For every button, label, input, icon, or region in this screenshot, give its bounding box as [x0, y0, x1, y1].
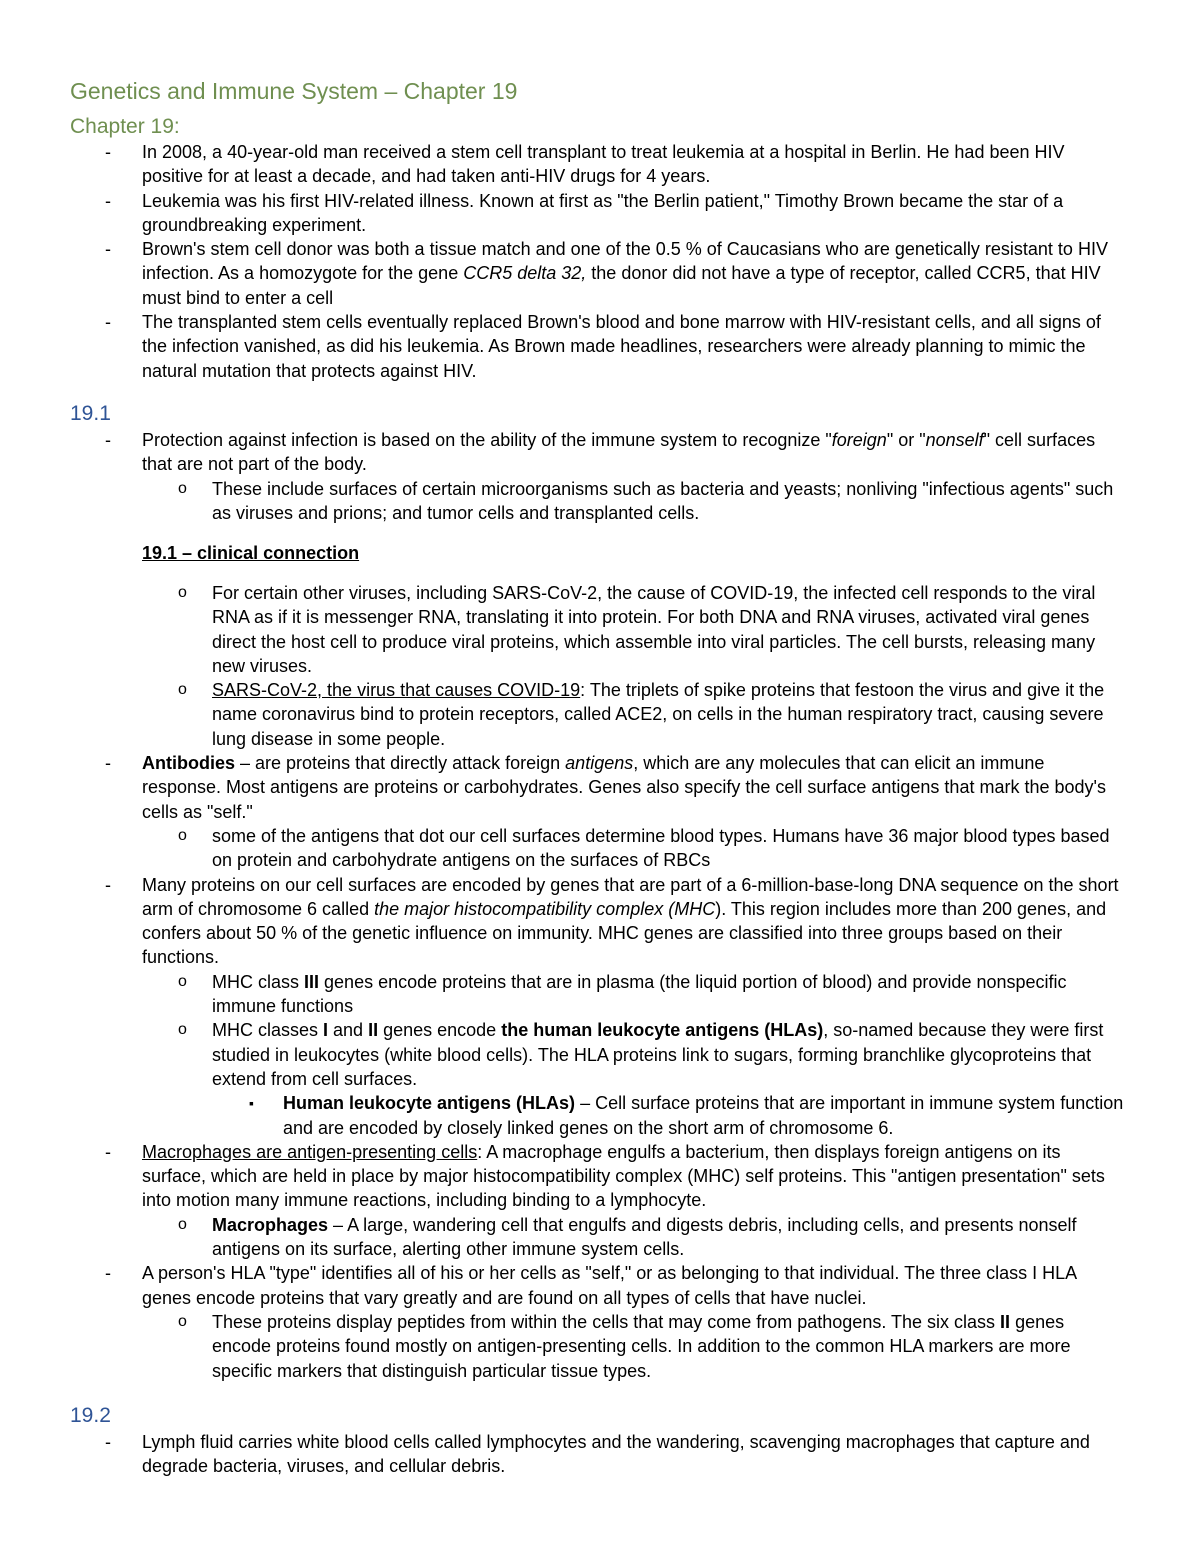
list-item: [0, 477, 1200, 526]
gene-name: CCR5 delta 32,: [463, 263, 587, 284]
list-item: [0, 189, 1200, 238]
term-hla: Human leukocyte antigens (HLAs): [283, 1093, 576, 1114]
term-foreign: foreign: [831, 430, 887, 450]
list-item-text: [142, 428, 1127, 477]
text-run: These proteins display peptides from within the cells that may come from pathogens. The six class: [212, 1311, 1001, 1332]
list-item-text: [142, 873, 1127, 970]
circle-bullet: o: [178, 1021, 187, 1039]
term-hla: the human leukocyte antigens (HLAs): [501, 1020, 824, 1041]
list-item: [0, 1140, 1200, 1213]
dash-bullet: -: [105, 1263, 111, 1284]
list-item-text: For certain other viruses, including SARS-CoV-2, the cause of COVID-19, the infected cell responds to the viral RNA as if it is messenger RNA, translating it into protein. For both DNA and RNA viruses, activated viral genes direct the host cell to produce viral proteins, which assemble into viral particles. The cell bursts, releasing many new viruses.: [212, 583, 1096, 676]
class-label: II: [1000, 1311, 1011, 1332]
square-bullet: ▪: [249, 1095, 254, 1112]
list-item-text: [212, 1018, 1127, 1091]
list-item-text: [142, 1140, 1127, 1213]
dash-bullet: -: [105, 1141, 111, 1162]
clinical-connection-heading: 19.1 – clinical connection: [142, 543, 360, 563]
underlined-term: SARS-CoV-2, the virus that causes COVID-19: [212, 680, 581, 701]
list-item: [0, 1018, 1200, 1091]
list-item: [0, 310, 1200, 383]
list-item: [0, 1310, 1200, 1383]
list-item-text: In 2008, a 40-year-old man received a stem cell transplant to treat leukemia at a hospital in Berlin. He had been HIV positive for at least a decade, and had taken anti-HIV drugs for 4 years.: [142, 142, 1065, 187]
text-run: genes encode: [378, 1020, 502, 1041]
class-label: I: [323, 1020, 329, 1041]
list-item: [0, 581, 1200, 678]
text-run: MHC classes: [212, 1020, 324, 1041]
text-run: – are proteins that directly attack foreign: [235, 753, 566, 774]
section-19-1-list-a: [0, 428, 1200, 525]
text-run: genes encode proteins found mostly on antigen-presenting cells. In addition to the common HLA markers are more specific markers that distinguish particular tissue types.: [212, 1311, 1071, 1381]
dash-bullet: -: [105, 190, 111, 211]
list-item: [0, 1091, 1200, 1140]
list-item-text: A person's HLA "type" identifies all of his or her cells as "self," or as belonging to that individual. The three class I HLA genes encode proteins that vary greatly and are found on all types of cells that have nuclei.: [142, 1263, 1077, 1308]
text-run: : A macrophage engulfs a bacterium, then displays foreign antigens on its surface, which are held in place by major histocompatibility complex (MHC) self proteins. This "antigen presentation" sets into motion many immune reactions, including binding to a lymphocyte.: [142, 1141, 1105, 1211]
chapter-heading: Chapter 19:: [70, 115, 180, 138]
text-run: : The triplets of spike proteins that festoon the virus and give it the name coronavirus bind to protein receptors, called ACE2, on cells in the human respiratory tract, causing severe lung disease in some people.: [212, 680, 1105, 749]
text-run: and: [328, 1020, 369, 1041]
list-item: [0, 1430, 1200, 1479]
text-run: Protection against infection is based on the ability of the immune system to recognize ": [142, 430, 832, 450]
list-item-text: [283, 1091, 1128, 1140]
section-heading-19-2: 19.2: [70, 1404, 111, 1427]
term-antigens: antigens: [565, 753, 634, 774]
circle-bullet: o: [178, 972, 187, 990]
text-run: ). This region includes more than 200 genes, and confers about 50 % of the genetic influence on immunity. MHC genes are classified into three groups based on their functions.: [142, 898, 1107, 968]
text-run: MHC class: [212, 971, 305, 992]
list-item: [0, 824, 1200, 873]
list-item: [0, 428, 1200, 477]
list-item: [0, 1261, 1200, 1310]
text-run: , which are any molecules that can elicit an immune response. Most antigens are proteins or carbohydrates. Genes also specify the cell surface antigens that mark the body's cells as "self.": [142, 753, 1106, 822]
circle-bullet: o: [178, 1215, 187, 1233]
term-macrophages: Macrophages: [212, 1214, 329, 1235]
text-run: – A large, wandering cell that engulfs and digests debris, including cells, and presents nonself antigens on its surface, alerting other immune system cells.: [212, 1214, 1077, 1260]
list-item: [0, 140, 1200, 189]
dash-bullet: -: [105, 239, 111, 260]
text-run: – Cell surface proteins that are important in immune system function and are encoded by closely linked genes on the short arm of chromosome 6.: [283, 1093, 1124, 1138]
dash-bullet: -: [105, 430, 111, 450]
dash-bullet: -: [105, 142, 111, 162]
circle-bullet: o: [178, 1312, 187, 1330]
list-item: [0, 970, 1200, 1019]
list-item: [0, 1213, 1200, 1262]
list-item-text: [212, 970, 1127, 1019]
list-item: [0, 678, 1200, 751]
list-item-text: [212, 678, 1127, 751]
chapter-19-list: [0, 140, 1200, 383]
term-mhc: the major histocompatibility complex (MHC: [374, 898, 716, 919]
list-item: [0, 237, 1200, 310]
circle-bullet: o: [178, 479, 187, 497]
section-19-2-list: [0, 1430, 1200, 1479]
class-label: III: [304, 971, 320, 992]
section-heading-19-1: 19.1: [70, 402, 111, 425]
term-antibodies: Antibodies: [142, 753, 235, 774]
list-item-text: These include surfaces of certain microorganisms such as bacteria and yeasts; nonliving "infectious agents" such as viruses and prions; and tumor cells and transplanted cells.: [212, 478, 1114, 523]
text-run: Many proteins on our cell surfaces are encoded by genes that are part of a 6-million-base-long DNA sequence on the short arm of chromosome 6 called: [142, 874, 1119, 919]
list-item-text: The transplanted stem cells eventually replaced Brown's blood and bone marrow with HIV-resistant cells, and all signs of the infection vanished, as did his leukemia. As Brown made headlines, researchers were already planning to mimic the natural mutation that protects against HIV.: [142, 312, 1101, 381]
text-run: , so-named because they were first studied in leukocytes (white blood cells). The HLA proteins link to sugars, forming branchlike glycoproteins that extend from cell surfaces.: [212, 1020, 1104, 1089]
circle-bullet: o: [178, 681, 187, 699]
dash-bullet: -: [105, 1432, 111, 1452]
underlined-term: Macrophages are antigen-presenting cells: [142, 1141, 478, 1162]
list-item-text: some of the antigens that dot our cell surfaces determine blood types. Humans have 36 major blood types based on protein and carbohydrate antigens on the surfaces of RBCs: [212, 825, 1110, 871]
list-item: [0, 873, 1200, 970]
dash-bullet: -: [105, 874, 111, 895]
circle-bullet: o: [178, 826, 187, 844]
dash-bullet: -: [105, 312, 111, 333]
document-title: Genetics and Immune System – Chapter 19: [70, 78, 518, 104]
dash-bullet: -: [105, 753, 111, 774]
class-label: II: [368, 1020, 379, 1041]
text-run: the donor did not have a type of receptor, called CCR5, that HIV must bind to enter a cell: [142, 263, 1101, 308]
list-item: [0, 751, 1200, 824]
list-item-text: [212, 1213, 1127, 1262]
text-run: " or ": [886, 430, 926, 450]
list-item-text: Leukemia was his first HIV-related illness. Known at first as "the Berlin patient," Timothy Brown became the star of a groundbreaking experiment.: [142, 190, 1064, 235]
list-item-text: [142, 237, 1127, 310]
section-19-1-list-b: [0, 581, 1200, 1383]
text-run: " cell surfaces that are not part of the body.: [142, 430, 1096, 475]
text-run: Brown's stem cell donor was both a tissue match and one of the 0.5 % of Caucasians who are genetically resistant to HIV infection. As a homozygote for the gene: [142, 239, 1108, 284]
clinical-connection-block: [0, 541, 1200, 565]
list-item-text: [142, 751, 1127, 824]
list-item-text: [212, 1310, 1127, 1383]
list-item-text: Lymph fluid carries white blood cells called lymphocytes and the wandering, scavenging macrophages that capture and degrade bacteria, viruses, and cellular debris.: [142, 1432, 1090, 1477]
term-nonself: nonself: [925, 430, 984, 450]
circle-bullet: o: [178, 584, 187, 601]
text-run: genes encode proteins that are in plasma (the liquid portion of blood) and provide nonspecific immune functions: [212, 971, 1067, 1017]
